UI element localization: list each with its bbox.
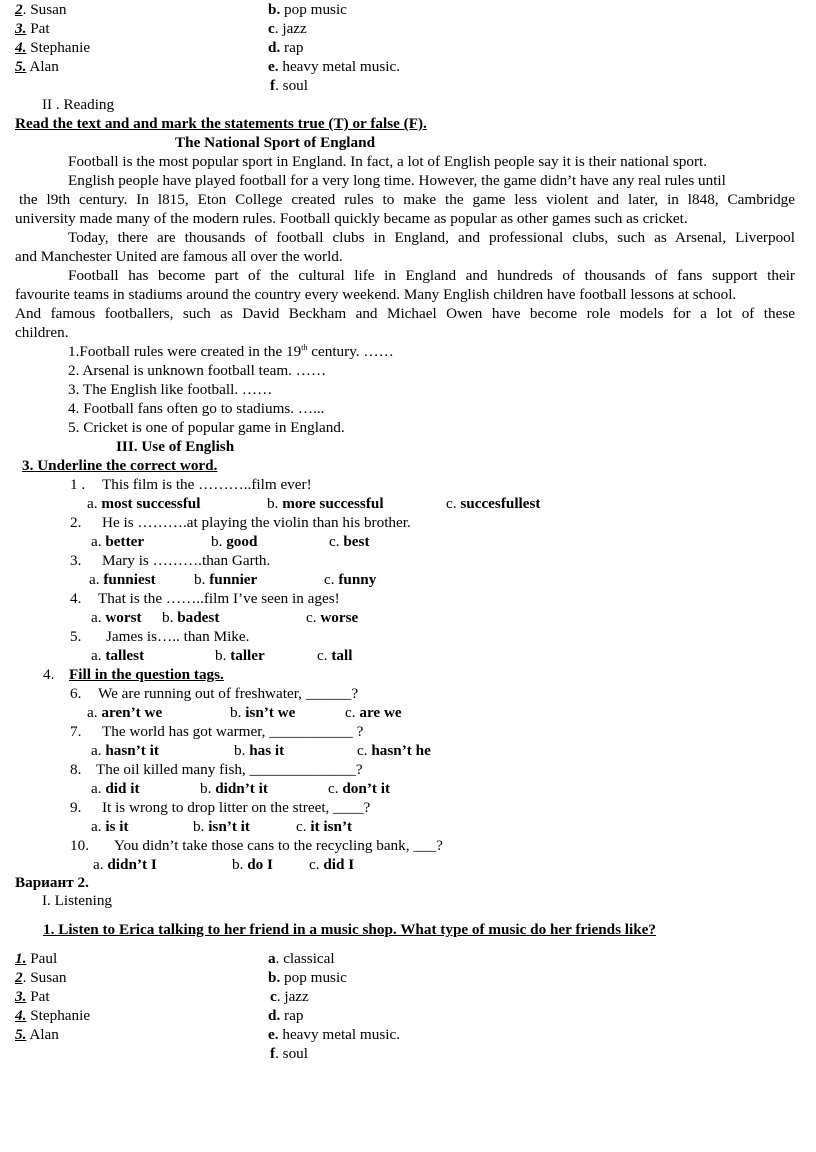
listening-heading: I. Listening — [42, 892, 113, 909]
answer-option: a. most successful — [87, 495, 201, 512]
answer-option: a. didn’t I — [93, 856, 157, 873]
answer-option: a. funniest — [89, 571, 156, 588]
person-item: 3. Pat — [15, 988, 50, 1005]
answer-option: c. worse — [306, 609, 359, 626]
genre-item: d. rap — [268, 1007, 304, 1024]
use-of-english-heading: III. Use of English — [116, 438, 235, 455]
answer-option: b. badest — [162, 609, 220, 626]
question-number: 10. — [70, 837, 89, 854]
reading-paragraph-line: children. — [15, 324, 69, 341]
question-text: The oil killed many fish, ______________? — [96, 761, 363, 778]
answer-option: b. has it — [234, 742, 285, 759]
genre-item: c. jazz — [268, 20, 307, 37]
question-number: 4. — [70, 590, 82, 607]
reading-paragraph-line: Today, there are thousands of football clubs in England, and professional clubs, such as Arsenal, Liverpool — [68, 229, 795, 246]
genre-item: f. soul — [270, 77, 308, 94]
person-item: 2. Susan — [15, 969, 67, 986]
answer-option: c. don’t it — [328, 780, 391, 797]
answer-option: b. isn’t we — [230, 704, 296, 721]
question-number: 6. — [70, 685, 82, 702]
answer-option: b. taller — [215, 647, 265, 664]
answer-option: a. did it — [91, 780, 140, 797]
answer-option: c. it isn’t — [296, 818, 353, 835]
genre-item: e. heavy metal music. — [268, 1026, 401, 1043]
answer-option: a. is it — [91, 818, 129, 835]
answer-option: a. tallest — [91, 647, 145, 664]
answer-option: a. better — [91, 533, 145, 550]
genre-item: e. heavy metal music. — [268, 58, 401, 75]
statement-item: 1.Football rules were created in the 19th century. …… — [68, 343, 394, 360]
reading-paragraph-line: favourite teams in stadiums around the country every weekend. Many English children have football lessons at school. — [15, 286, 737, 303]
question-number: 5. — [70, 628, 82, 645]
answer-option: a. aren’t we — [87, 704, 163, 721]
question-number: 7. — [70, 723, 82, 740]
reading-section-heading: II . Reading — [42, 96, 115, 113]
person-item: 1. Paul — [15, 950, 58, 967]
genre-item: d. rap — [268, 39, 304, 56]
question-number: 8. — [70, 761, 82, 778]
question-text: He is ……….at playing the violin than his brother. — [102, 514, 411, 531]
listening-task-title: 1. Listen to Erica talking to her friend in a music shop. What type of music do her friends like? — [43, 921, 657, 938]
answer-option: c. are we — [345, 704, 402, 721]
person-item: 4. Stephanie — [15, 39, 91, 56]
answer-option: c. best — [329, 533, 370, 550]
reading-paragraph-line: and Manchester United are famous all over the world. — [15, 248, 343, 265]
question-text: This film is the ………..film ever! — [102, 476, 312, 493]
question-text: Mary is ……….than Garth. — [102, 552, 271, 569]
answer-option: a. hasn’t it — [91, 742, 159, 759]
answer-option: c. funny — [324, 571, 377, 588]
person-item: 4. Stephanie — [15, 1007, 91, 1024]
reading-title: The National Sport of England — [175, 134, 376, 151]
reading-paragraph-line: And famous footballers, such as David Beckham and Michael Owen have become role models for a lot of these — [15, 305, 795, 322]
statement-item: 2. Arsenal is unknown football team. …… — [68, 362, 327, 379]
answer-option: b. isn’t it — [193, 818, 250, 835]
answer-option: c. tall — [317, 647, 353, 664]
answer-option: b. more successful — [267, 495, 384, 512]
answer-option: b. do I — [232, 856, 273, 873]
answer-option: b. funnier — [194, 571, 258, 588]
reading-paragraph-line: the l9th century. In l815, Eton College created rules to make the game less violent and later, in l848, Cambridge — [19, 191, 795, 208]
person-item: 2. Susan — [15, 1, 67, 18]
statement-item: 5. Cricket is one of popular game in England. — [68, 419, 345, 436]
task3-title: 3. Underline the correct word. — [22, 457, 218, 474]
answer-option: b. good — [211, 533, 258, 550]
answer-option: b. didn’t it — [200, 780, 268, 797]
person-item: 5. Alan — [15, 1026, 59, 1043]
person-item: 5. Alan — [15, 58, 59, 75]
question-text: We are running out of freshwater, ______? — [98, 685, 359, 702]
answer-option: c. hasn’t he — [357, 742, 431, 759]
reading-paragraph-line: Football is the most popular sport in England. In fact, a lot of English people say it is their national sport. — [68, 153, 708, 170]
question-text: That is the ……..film I’ve seen in ages! — [98, 590, 340, 607]
question-text: James is….. than Mike. — [106, 628, 250, 645]
question-number: 2. — [70, 514, 82, 531]
genre-item: a. classical — [268, 950, 335, 967]
question-number: 3. — [70, 552, 82, 569]
variant-title: Вариант 2. — [15, 874, 89, 891]
genre-item: f. soul — [270, 1045, 308, 1062]
question-text: The world has got warmer, ___________ ? — [102, 723, 364, 740]
question-text: It is wrong to drop litter on the street, ____? — [102, 799, 371, 816]
statement-item: 3. The English like football. …… — [68, 381, 273, 398]
genre-item: c. jazz — [270, 988, 309, 1005]
reading-instruction: Read the text and and mark the statements true (T) or false (F). — [15, 115, 427, 132]
question-text: You didn’t take those cans to the recycling bank, ___? — [114, 837, 443, 854]
question-item: 1 . — [70, 476, 86, 493]
reading-paragraph-line: Football has become part of the cultural life in England and hundreds of thousands of fans support their — [68, 267, 795, 284]
answer-option: c. did I — [309, 856, 355, 873]
answer-option: a. worst — [91, 609, 142, 626]
genre-item: b. pop music — [268, 1, 347, 18]
person-item: 3. Pat — [15, 20, 50, 37]
task4-title: Fill in the question tags. — [69, 666, 224, 683]
answer-option: c. succesfullest — [446, 495, 541, 512]
reading-paragraph-line: English people have played football for a very long time. However, the game didn’t have any real rules until — [68, 172, 726, 189]
statement-item: 4. Football fans often go to stadiums. …... — [68, 400, 325, 417]
reading-paragraph-line: university made many of the modern rules. Football quickly became as popular as other games such as cricket. — [15, 210, 688, 227]
question-number: 9. — [70, 799, 82, 816]
genre-item: b. pop music — [268, 969, 347, 986]
task4-number: 4. — [43, 666, 55, 683]
